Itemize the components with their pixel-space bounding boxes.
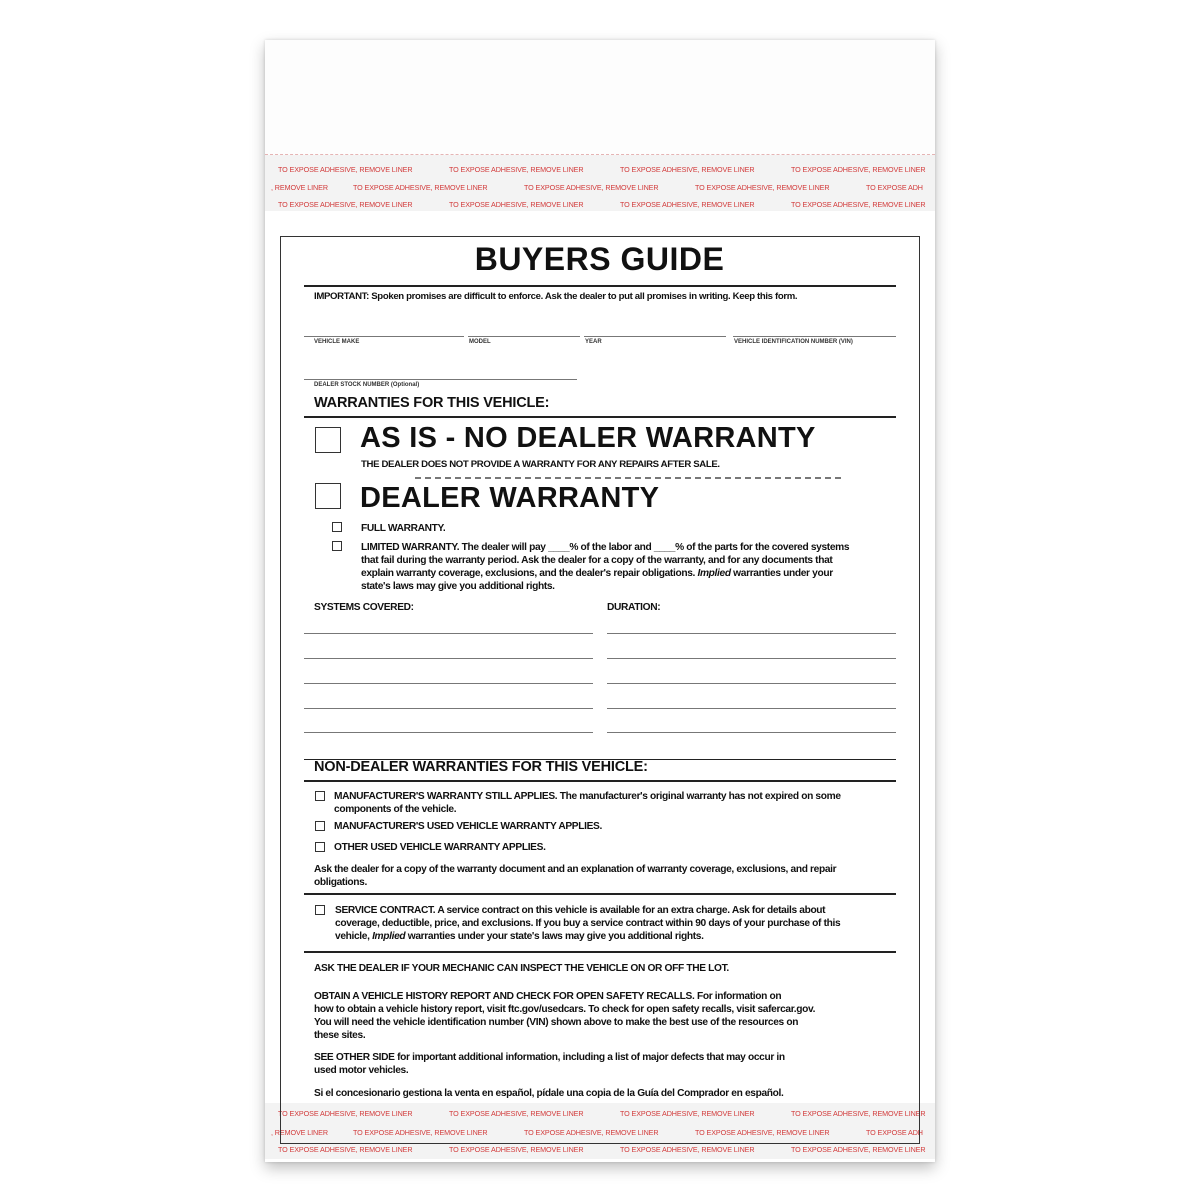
liner-text: TO EXPOSE ADHESIVE, REMOVE LINER <box>524 183 659 192</box>
limited-warranty-checkbox[interactable] <box>332 541 342 551</box>
limited-line: state's laws may give you additional rights. <box>361 581 555 592</box>
liner-text: , REMOVE LINER <box>271 1128 328 1137</box>
liner-text: TO EXPOSE ADHESIVE, REMOVE LINER <box>278 200 413 209</box>
text-part: vehicle, <box>335 931 373 942</box>
liner-text: TO EXPOSE ADHESIVE, REMOVE LINER <box>278 165 413 174</box>
text-line: Ask the dealer for a copy of the warranty document and an explanation of warranty coverage, exclusions, and repair <box>314 864 837 875</box>
duration-label: DURATION: <box>607 602 661 613</box>
other-used-warranty-text: OTHER USED VEHICLE WARRANTY APPLIES. <box>334 842 546 853</box>
dealer-stock-field[interactable] <box>304 379 577 380</box>
liner-text: TO EXPOSE ADHESIVE, REMOVE LINER <box>620 200 755 209</box>
divider <box>304 951 896 953</box>
implied-text: Implied <box>697 568 731 579</box>
text-line: coverage, deductible, price, and exclusions. If you buy a service contract within 90 days of your purchase of this <box>335 918 841 929</box>
text-part: For information on <box>694 991 782 1002</box>
dealer-stock-label: DEALER STOCK NUMBER (Optional) <box>314 382 420 388</box>
top-adhesive-liner <box>265 155 935 211</box>
year-field[interactable] <box>584 336 726 337</box>
liner-text: TO EXPOSE ADHESIVE, REMOVE LINER <box>695 183 830 192</box>
text-line: obligations. <box>314 877 367 888</box>
vehicle-make-label: VEHICLE MAKE <box>314 339 360 345</box>
see-other-side-text <box>314 1051 785 1077</box>
as-is-subtext: THE DEALER DOES NOT PROVIDE A WARRANTY FOR ANY REPAIRS AFTER SALE. <box>361 459 720 470</box>
text-line <box>335 930 840 943</box>
duration-line[interactable] <box>607 658 896 659</box>
mfr-warranty-still-checkbox[interactable] <box>315 791 325 801</box>
liner-text: TO EXPOSE ADH <box>866 183 923 192</box>
limited-line <box>361 567 849 580</box>
text-part: warranties under your state's laws may give you additional rights. <box>405 931 704 942</box>
liner-text: TO EXPOSE ADHESIVE, REMOVE LINER <box>791 165 926 174</box>
full-warranty-checkbox[interactable] <box>332 522 342 532</box>
liner-text: TO EXPOSE ADHESIVE, REMOVE LINER <box>449 200 584 209</box>
divider <box>304 780 896 782</box>
liner-text: TO EXPOSE ADHESIVE, REMOVE LINER <box>524 1128 659 1137</box>
liner-row <box>278 1145 935 1154</box>
dealer-warranty-checkbox[interactable] <box>315 483 341 509</box>
vehicle-make-field[interactable] <box>304 336 464 337</box>
warranties-heading: WARRANTIES FOR THIS VEHICLE: <box>314 395 550 411</box>
limited-line: that fail during the warranty period. Ask the dealer for a copy of the warranty, and for any documents that <box>361 555 833 566</box>
text-line: You will need the vehicle identification number (VIN) shown above to make the best use of the resources on <box>314 1017 799 1028</box>
text-line: how to obtain a vehicle history report, visit ftc.gov/usedcars. To check for open safety recalls, visit safercar.gov. <box>314 1004 816 1015</box>
liner-text: TO EXPOSE ADHESIVE, REMOVE LINER <box>695 1128 830 1137</box>
systems-covered-line[interactable] <box>304 708 593 709</box>
liner-text: TO EXPOSE ADHESIVE, REMOVE LINER <box>353 1128 488 1137</box>
liner-text: , REMOVE LINER <box>271 183 328 192</box>
liner-text: TO EXPOSE ADHESIVE, REMOVE LINER <box>449 1109 584 1118</box>
service-contract-checkbox[interactable] <box>315 905 325 915</box>
mfr-warranty-still-text <box>334 790 841 816</box>
liner-text: TO EXPOSE ADHESIVE, REMOVE LINER <box>353 183 488 192</box>
liner-text: TO EXPOSE ADHESIVE, REMOVE LINER <box>278 1109 413 1118</box>
year-label: YEAR <box>585 339 602 345</box>
text-part: SEE OTHER SIDE <box>314 1052 395 1063</box>
liner-text: TO EXPOSE ADHESIVE, REMOVE LINER <box>449 165 584 174</box>
top-blank-area <box>265 40 935 155</box>
systems-covered-line[interactable] <box>304 732 593 733</box>
text-part: OBTAIN A VEHICLE HISTORY REPORT AND CHECK FOR OPEN SAFETY RECALLS. <box>314 991 695 1002</box>
liner-text: TO EXPOSE ADHESIVE, REMOVE LINER <box>791 1145 926 1154</box>
text-line: MANUFACTURER'S WARRANTY STILL APPLIES. The manufacturer's original warranty has not expired on some <box>334 791 841 802</box>
divider <box>304 893 896 895</box>
text-line: these sites. <box>314 1030 366 1041</box>
systems-covered-line[interactable] <box>304 683 593 684</box>
liner-row <box>271 183 935 192</box>
as-is-title: AS IS - NO DEALER WARRANTY <box>360 422 816 454</box>
full-warranty-label: FULL WARRANTY. <box>361 523 446 534</box>
liner-text: TO EXPOSE ADH <box>866 1128 923 1137</box>
systems-covered-line[interactable] <box>304 633 593 634</box>
liner-text: TO EXPOSE ADHESIVE, REMOVE LINER <box>791 200 926 209</box>
text-line: SERVICE CONTRACT. A service contract on this vehicle is available for an extra charge. Ask for details about <box>335 905 826 916</box>
text-part: for important additional information, including a list of major defects that may occur in <box>394 1052 785 1063</box>
dashed-separator <box>415 477 841 479</box>
liner-text: TO EXPOSE ADHESIVE, REMOVE LINER <box>449 1145 584 1154</box>
duration-line[interactable] <box>607 708 896 709</box>
model-label: MODEL <box>469 339 491 345</box>
limited-line-part: warranties under your <box>730 568 833 579</box>
liner-text: TO EXPOSE ADHESIVE, REMOVE LINER <box>620 1145 755 1154</box>
text-line: used motor vehicles. <box>314 1065 409 1076</box>
limited-line-part: explain warranty coverage, exclusions, and the dealer's repair obligations. <box>361 568 698 579</box>
mfr-used-warranty-text: MANUFACTURER'S USED VEHICLE WARRANTY APPLIES. <box>334 821 602 832</box>
divider <box>304 285 896 287</box>
limited-line: LIMITED WARRANTY. The dealer will pay ____% of the labor and ____% of the parts for the covered systems <box>361 542 850 553</box>
non-dealer-heading: NON-DEALER WARRANTIES FOR THIS VEHICLE: <box>314 759 648 775</box>
buyers-guide-form <box>280 236 920 1144</box>
liner-row <box>278 165 935 174</box>
mechanic-inspect-text: ASK THE DEALER IF YOUR MECHANIC CAN INSPECT THE VEHICLE ON OR OFF THE LOT. <box>314 963 729 974</box>
systems-covered-label: SYSTEMS COVERED: <box>314 602 414 613</box>
service-contract-text <box>335 904 840 943</box>
mfr-used-warranty-checkbox[interactable] <box>315 821 325 831</box>
liner-text: TO EXPOSE ADHESIVE, REMOVE LINER <box>620 1109 755 1118</box>
dealer-warranty-title: DEALER WARRANTY <box>360 482 660 514</box>
text-line <box>314 990 815 1003</box>
implied-text: Implied <box>372 931 406 942</box>
buyers-guide-sheet <box>265 40 935 1162</box>
liner-row <box>278 200 935 209</box>
duration-line[interactable] <box>607 633 896 634</box>
duration-line[interactable] <box>607 683 896 684</box>
history-report-text <box>314 990 815 1042</box>
liner-text: TO EXPOSE ADHESIVE, REMOVE LINER <box>791 1109 926 1118</box>
liner-text: TO EXPOSE ADHESIVE, REMOVE LINER <box>278 1145 413 1154</box>
vin-field[interactable] <box>733 336 896 337</box>
important-notice: IMPORTANT: Spoken promises are difficult to enforce. Ask the dealer to put all promises in writing. Keep this form. <box>314 291 798 302</box>
spanish-notice: Si el concesionario gestiona la venta en español, pídale una copia de la Guía del Comprador en español. <box>314 1088 784 1099</box>
limited-warranty-text <box>361 541 849 593</box>
liner-text: TO EXPOSE ADHESIVE, REMOVE LINER <box>620 165 755 174</box>
other-used-warranty-checkbox[interactable] <box>315 842 325 852</box>
vin-label: VEHICLE IDENTIFICATION NUMBER (VIN) <box>734 339 853 345</box>
text-line <box>314 1051 785 1064</box>
duration-line[interactable] <box>607 732 896 733</box>
ask-warranty-text <box>314 863 836 889</box>
systems-covered-line[interactable] <box>304 658 593 659</box>
model-field[interactable] <box>468 336 580 337</box>
form-title: BUYERS GUIDE <box>474 241 725 277</box>
text-line: components of the vehicle. <box>334 804 457 815</box>
as-is-checkbox[interactable] <box>315 427 341 453</box>
divider <box>304 416 896 418</box>
